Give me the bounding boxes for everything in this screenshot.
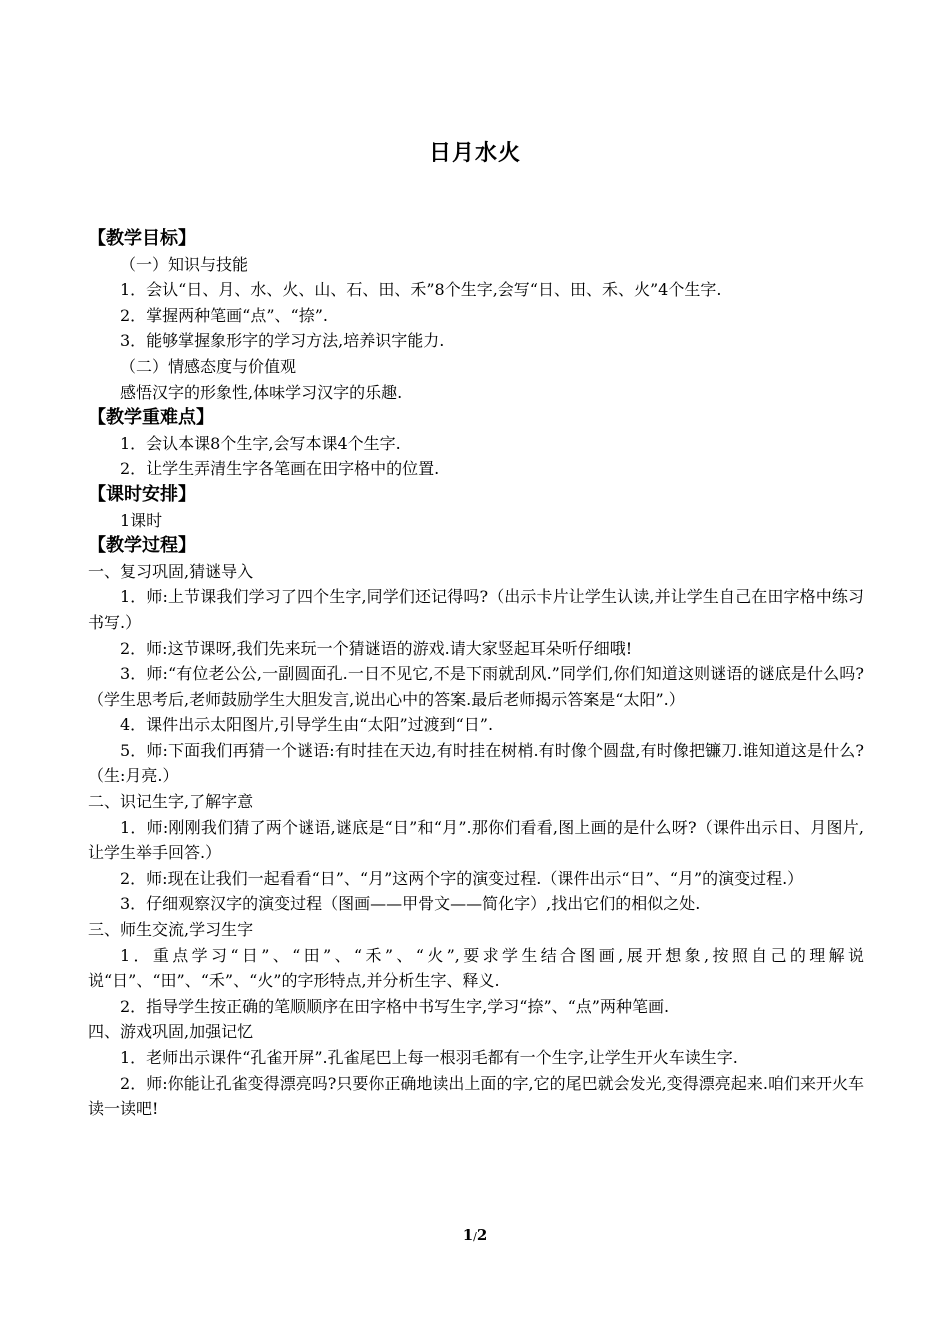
paragraph: 3．仔细观察汉字的演变过程（图画——甲骨文——简化字）,找出它们的相似之处. (120, 894, 701, 914)
paragraph: 3．能够掌握象形字的学习方法,培养识字能力. (120, 331, 445, 351)
paragraph: 1．老师出示课件“孔雀开屏”.孔雀尾巴上每一根羽毛都有一个生字,让学生开火车读生字. (120, 1048, 738, 1067)
page-separator: / (473, 1230, 477, 1243)
section-heading-goals: 【教学目标】 (88, 228, 196, 249)
paragraph: 1课时 (120, 510, 163, 530)
current-page: 1 (462, 1226, 474, 1244)
subheading-attitude: （二）情感态度与价值观 (120, 356, 297, 376)
paragraph: 1．师:刚刚我们猜了两个谜语,谜底是“日”和“月”.那你们看看,图上画的是什么呀?（课件出示日、月图片,让学生举手回答.） (88, 817, 864, 863)
paragraph: 1．重点学习“日”、“田”、“禾”、“火”,要求学生结合图画,展开想象,按照自己的理解说说“日”、“田”、“禾”、“火”的字形特点,并分析生字、释义. (88, 945, 864, 991)
page-title: 日月水火 (428, 141, 521, 166)
paragraph: 2．让学生弄清生字各笔画在田字格中的位置. (120, 459, 440, 479)
paragraph: 2．掌握两种笔画“点”、“捺”. (120, 305, 328, 325)
document-body (88, 226, 864, 1122)
paragraph: 1．会认本课8个生字,会写本课4个生字. (120, 433, 401, 453)
subheading-knowledge: （一）知识与技能 (120, 254, 249, 274)
total-pages: 2 (476, 1226, 488, 1244)
section-heading-schedule: 【课时安排】 (88, 483, 196, 505)
paragraph: 4．课件出示太阳图片,引导学生由“太阳”过渡到“日”. (120, 715, 494, 735)
paragraph: 2．指导学生按正确的笔顺顺序在田字格中书写生字,学习“捺”、“点”两种笔画. (120, 996, 670, 1016)
subsection-title: 四、游戏巩固,加强记忆 (88, 1022, 254, 1042)
paragraph: 1．会认“日、月、水、火、山、石、田、禾”8个生字,会写“日、田、禾、火”4个生字. (120, 280, 722, 300)
paragraph: 1．师:上节课我们学习了四个生字,同学们还记得吗?（出示卡片让学生认读,并让学生自己在田字格中练习书写.） (88, 587, 864, 632)
subsection-title: 三、师生交流,学习生字 (88, 920, 254, 940)
paragraph: 2．师:现在让我们一起看看“日”、“月”这两个字的演变过程.（课件出示“日”、“月”的演变过程.） (120, 868, 804, 888)
paragraph: 2．师:这节课呀,我们先来玩一个猜谜语的游戏.请大家竖起耳朵听仔细哦! (120, 638, 633, 658)
page-number (0, 1226, 950, 1244)
paragraph: 5．师:下面我们再猜一个谜语:有时挂在天边,有时挂在树梢.有时像个圆盘,有时像把镰刀.谁知道这是什么?（生:月亮.） (88, 740, 864, 786)
subsection-title: 一、复习巩固,猜谜导入 (88, 561, 254, 581)
section-heading-key-points: 【教学重难点】 (88, 407, 214, 429)
paragraph: 感悟汉字的形象性,体味学习汉字的乐趣. (120, 382, 403, 402)
section-heading-process: 【教学过程】 (88, 535, 196, 557)
paragraph: 2．师:你能让孔雀变得漂亮吗?只要你正确地读出上面的字,它的尾巴就会发光,变得漂亮起来.咱们来开火车读一读吧! (88, 1073, 864, 1119)
subsection-title: 二、识记生字,了解字意 (88, 792, 254, 812)
paragraph: 3．师:“有位老公公,一副圆面孔.一日不见它,不是下雨就刮风.”同学们,你们知道这则谜语的谜底是什么吗?（学生思考后,老师鼓励学生大胆发言,说出心中的答案.最后老师揭示答案是“太阳”.） (88, 664, 864, 709)
